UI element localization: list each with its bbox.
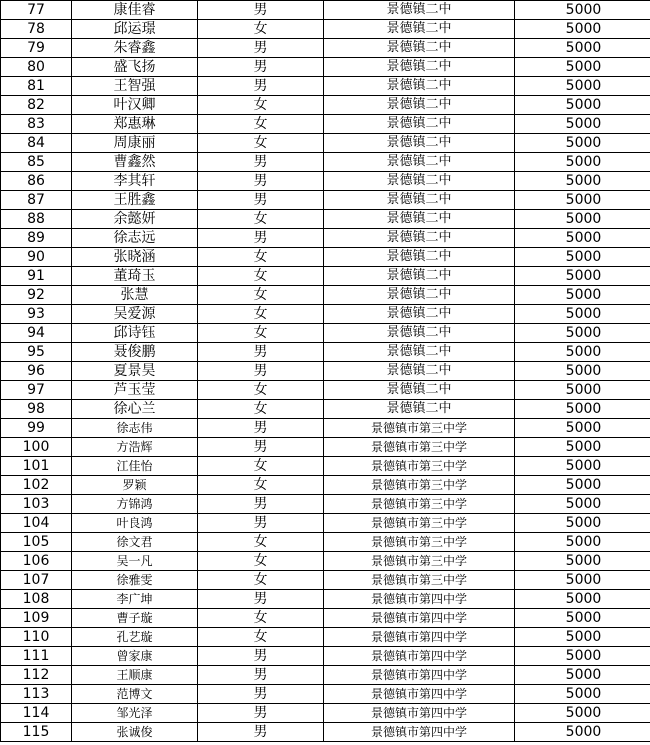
student-gender: 男 <box>198 419 324 438</box>
student-gender: 女 <box>198 324 324 343</box>
student-name: 邱运璟 <box>72 20 198 39</box>
row-number: 81 <box>1 77 72 96</box>
row-number: 79 <box>1 39 72 58</box>
student-name: 方浩辉 <box>72 438 198 457</box>
student-gender: 男 <box>198 495 324 514</box>
student-gender: 男 <box>198 77 324 96</box>
table-row <box>1 723 650 742</box>
school-name: 景德镇二中 <box>324 191 515 210</box>
school-name: 景德镇二中 <box>324 39 515 58</box>
award-amount: 5000 <box>515 210 650 229</box>
student-gender: 女 <box>198 400 324 419</box>
row-number: 111 <box>1 647 72 666</box>
award-amount: 5000 <box>515 438 650 457</box>
award-amount: 5000 <box>515 685 650 704</box>
row-number: 97 <box>1 381 72 400</box>
school-name: 景德镇市第四中学 <box>324 628 515 647</box>
student-name: 范博文 <box>72 685 198 704</box>
award-amount: 5000 <box>515 666 650 685</box>
student-name: 徐雅雯 <box>72 571 198 590</box>
row-number: 112 <box>1 666 72 685</box>
award-amount: 5000 <box>515 476 650 495</box>
school-name: 景德镇市第四中学 <box>324 609 515 628</box>
school-name: 景德镇市第四中学 <box>324 723 515 742</box>
student-name: 吴一凡 <box>72 552 198 571</box>
student-name: 方锦鸿 <box>72 495 198 514</box>
table-row <box>1 172 650 191</box>
row-number: 89 <box>1 229 72 248</box>
row-number: 82 <box>1 96 72 115</box>
row-number: 102 <box>1 476 72 495</box>
student-name: 江佳怡 <box>72 457 198 476</box>
school-name: 景德镇二中 <box>324 229 515 248</box>
school-name: 景德镇二中 <box>324 324 515 343</box>
student-name: 王胜鑫 <box>72 191 198 210</box>
student-name: 叶良鸿 <box>72 514 198 533</box>
student-name: 曹子璇 <box>72 609 198 628</box>
student-name: 罗颖 <box>72 476 198 495</box>
school-name: 景德镇市第三中学 <box>324 552 515 571</box>
school-name: 景德镇二中 <box>324 400 515 419</box>
school-name: 景德镇市第三中学 <box>324 419 515 438</box>
student-gender: 男 <box>198 172 324 191</box>
student-name: 吴爱源 <box>72 305 198 324</box>
row-number: 96 <box>1 362 72 381</box>
student-gender: 男 <box>198 1 324 20</box>
row-number: 94 <box>1 324 72 343</box>
award-amount: 5000 <box>515 723 650 742</box>
school-name: 景德镇市第三中学 <box>324 495 515 514</box>
table-row <box>1 419 650 438</box>
student-gender: 男 <box>198 590 324 609</box>
student-gender: 女 <box>198 267 324 286</box>
row-number: 115 <box>1 723 72 742</box>
student-gender: 男 <box>198 191 324 210</box>
row-number: 105 <box>1 533 72 552</box>
award-amount: 5000 <box>515 571 650 590</box>
award-amount: 5000 <box>515 267 650 286</box>
student-name: 邹光泽 <box>72 704 198 723</box>
row-number: 83 <box>1 115 72 134</box>
student-gender: 男 <box>198 685 324 704</box>
student-gender: 男 <box>198 647 324 666</box>
table-row <box>1 343 650 362</box>
student-name: 夏景昊 <box>72 362 198 381</box>
student-gender: 女 <box>198 210 324 229</box>
row-number: 107 <box>1 571 72 590</box>
student-name: 曾家康 <box>72 647 198 666</box>
award-amount: 5000 <box>515 305 650 324</box>
row-number: 92 <box>1 286 72 305</box>
student-name: 李广坤 <box>72 590 198 609</box>
student-gender: 男 <box>198 343 324 362</box>
student-name: 曹鑫然 <box>72 153 198 172</box>
student-name: 王智强 <box>72 77 198 96</box>
award-amount: 5000 <box>515 495 650 514</box>
award-amount: 5000 <box>515 457 650 476</box>
student-name: 徐心兰 <box>72 400 198 419</box>
row-number: 106 <box>1 552 72 571</box>
table-row <box>1 647 650 666</box>
roster-body <box>1 1 650 742</box>
award-amount: 5000 <box>515 20 650 39</box>
award-amount: 5000 <box>515 58 650 77</box>
table-row <box>1 609 650 628</box>
table-row <box>1 628 650 647</box>
student-name: 张诚俊 <box>72 723 198 742</box>
school-name: 景德镇二中 <box>324 267 515 286</box>
award-amount: 5000 <box>515 134 650 153</box>
student-gender: 男 <box>198 438 324 457</box>
school-name: 景德镇市第四中学 <box>324 666 515 685</box>
school-name: 景德镇二中 <box>324 134 515 153</box>
table-row <box>1 552 650 571</box>
row-number: 93 <box>1 305 72 324</box>
student-gender: 女 <box>198 476 324 495</box>
table-row <box>1 210 650 229</box>
school-name: 景德镇市第四中学 <box>324 704 515 723</box>
award-amount: 5000 <box>515 324 650 343</box>
student-name: 芦玉莹 <box>72 381 198 400</box>
table-row <box>1 286 650 305</box>
table-row <box>1 39 650 58</box>
student-name: 王顺康 <box>72 666 198 685</box>
table-row <box>1 400 650 419</box>
student-name: 朱睿鑫 <box>72 39 198 58</box>
award-amount: 5000 <box>515 381 650 400</box>
award-amount: 5000 <box>515 647 650 666</box>
table-row <box>1 476 650 495</box>
table-row <box>1 96 650 115</box>
award-amount: 5000 <box>515 96 650 115</box>
table-row <box>1 134 650 153</box>
student-name: 徐文君 <box>72 533 198 552</box>
award-amount: 5000 <box>515 172 650 191</box>
row-number: 101 <box>1 457 72 476</box>
student-name: 张慧 <box>72 286 198 305</box>
table-row <box>1 115 650 134</box>
student-gender: 男 <box>198 704 324 723</box>
row-number: 104 <box>1 514 72 533</box>
award-amount: 5000 <box>515 590 650 609</box>
school-name: 景德镇二中 <box>324 96 515 115</box>
school-name: 景德镇二中 <box>324 153 515 172</box>
table-row <box>1 305 650 324</box>
student-gender: 男 <box>198 153 324 172</box>
student-gender: 男 <box>198 514 324 533</box>
table-row <box>1 1 650 20</box>
student-name: 张晓涵 <box>72 248 198 267</box>
student-name: 郑惠琳 <box>72 115 198 134</box>
student-gender: 女 <box>198 248 324 267</box>
student-gender: 男 <box>198 39 324 58</box>
row-number: 110 <box>1 628 72 647</box>
table-row <box>1 590 650 609</box>
school-name: 景德镇二中 <box>324 77 515 96</box>
row-number: 77 <box>1 1 72 20</box>
award-amount: 5000 <box>515 115 650 134</box>
award-amount: 5000 <box>515 229 650 248</box>
student-gender: 男 <box>198 58 324 77</box>
school-name: 景德镇二中 <box>324 381 515 400</box>
row-number: 78 <box>1 20 72 39</box>
student-name: 叶汉卿 <box>72 96 198 115</box>
award-amount: 5000 <box>515 286 650 305</box>
row-number: 91 <box>1 267 72 286</box>
award-amount: 5000 <box>515 514 650 533</box>
row-number: 108 <box>1 590 72 609</box>
table-row <box>1 533 650 552</box>
table-row <box>1 77 650 96</box>
table-row <box>1 58 650 77</box>
school-name: 景德镇二中 <box>324 343 515 362</box>
row-number: 95 <box>1 343 72 362</box>
table-row <box>1 704 650 723</box>
row-number: 80 <box>1 58 72 77</box>
table-row <box>1 666 650 685</box>
table-row <box>1 571 650 590</box>
table-row <box>1 153 650 172</box>
table-row <box>1 457 650 476</box>
student-gender: 男 <box>198 666 324 685</box>
table-row <box>1 248 650 267</box>
student-gender: 女 <box>198 381 324 400</box>
row-number: 88 <box>1 210 72 229</box>
school-name: 景德镇市第四中学 <box>324 685 515 704</box>
student-gender: 男 <box>198 229 324 248</box>
student-name: 孔艺璇 <box>72 628 198 647</box>
school-name: 景德镇市第四中学 <box>324 647 515 666</box>
table-row <box>1 191 650 210</box>
school-name: 景德镇市第三中学 <box>324 438 515 457</box>
student-name: 康佳睿 <box>72 1 198 20</box>
school-name: 景德镇市第三中学 <box>324 571 515 590</box>
school-name: 景德镇二中 <box>324 172 515 191</box>
award-amount: 5000 <box>515 248 650 267</box>
school-name: 景德镇市第四中学 <box>324 590 515 609</box>
award-amount: 5000 <box>515 609 650 628</box>
school-name: 景德镇二中 <box>324 248 515 267</box>
table-row <box>1 362 650 381</box>
table-row <box>1 20 650 39</box>
table-row <box>1 381 650 400</box>
award-amount: 5000 <box>515 362 650 381</box>
row-number: 85 <box>1 153 72 172</box>
school-name: 景德镇二中 <box>324 362 515 381</box>
student-gender: 男 <box>198 362 324 381</box>
award-amount: 5000 <box>515 153 650 172</box>
student-name: 邱诗钰 <box>72 324 198 343</box>
award-amount: 5000 <box>515 191 650 210</box>
table-row <box>1 229 650 248</box>
school-name: 景德镇市第三中学 <box>324 514 515 533</box>
table-row <box>1 438 650 457</box>
award-amount: 5000 <box>515 400 650 419</box>
student-gender: 男 <box>198 723 324 742</box>
row-number: 86 <box>1 172 72 191</box>
table-row <box>1 514 650 533</box>
school-name: 景德镇市第三中学 <box>324 533 515 552</box>
school-name: 景德镇二中 <box>324 58 515 77</box>
table-row <box>1 495 650 514</box>
row-number: 100 <box>1 438 72 457</box>
table-row <box>1 324 650 343</box>
award-amount: 5000 <box>515 419 650 438</box>
student-gender: 女 <box>198 286 324 305</box>
row-number: 87 <box>1 191 72 210</box>
row-number: 114 <box>1 704 72 723</box>
school-name: 景德镇二中 <box>324 20 515 39</box>
row-number: 90 <box>1 248 72 267</box>
school-name: 景德镇二中 <box>324 286 515 305</box>
student-gender: 女 <box>198 533 324 552</box>
award-amount: 5000 <box>515 39 650 58</box>
school-name: 景德镇市第三中学 <box>324 457 515 476</box>
table-row <box>1 267 650 286</box>
school-name: 景德镇二中 <box>324 115 515 134</box>
award-amount: 5000 <box>515 533 650 552</box>
student-name: 聂俊鹏 <box>72 343 198 362</box>
student-gender: 女 <box>198 20 324 39</box>
student-name: 徐志远 <box>72 229 198 248</box>
student-gender: 女 <box>198 628 324 647</box>
school-name: 景德镇二中 <box>324 305 515 324</box>
student-gender: 女 <box>198 305 324 324</box>
award-amount: 5000 <box>515 704 650 723</box>
award-amount: 5000 <box>515 1 650 20</box>
student-name: 盛飞扬 <box>72 58 198 77</box>
student-name: 余懿妍 <box>72 210 198 229</box>
award-amount: 5000 <box>515 628 650 647</box>
award-amount: 5000 <box>515 343 650 362</box>
row-number: 98 <box>1 400 72 419</box>
student-name: 李其轩 <box>72 172 198 191</box>
school-name: 景德镇二中 <box>324 1 515 20</box>
student-name: 徐志伟 <box>72 419 198 438</box>
school-name: 景德镇市第三中学 <box>324 476 515 495</box>
student-gender: 女 <box>198 115 324 134</box>
student-gender: 女 <box>198 96 324 115</box>
award-amount: 5000 <box>515 552 650 571</box>
student-name: 董琦玉 <box>72 267 198 286</box>
row-number: 103 <box>1 495 72 514</box>
student-gender: 女 <box>198 457 324 476</box>
student-gender: 女 <box>198 571 324 590</box>
table-row <box>1 685 650 704</box>
row-number: 113 <box>1 685 72 704</box>
student-gender: 女 <box>198 609 324 628</box>
student-gender: 女 <box>198 552 324 571</box>
row-number: 99 <box>1 419 72 438</box>
row-number: 84 <box>1 134 72 153</box>
student-name: 周康丽 <box>72 134 198 153</box>
school-name: 景德镇二中 <box>324 210 515 229</box>
row-number: 109 <box>1 609 72 628</box>
award-amount: 5000 <box>515 77 650 96</box>
student-gender: 女 <box>198 134 324 153</box>
